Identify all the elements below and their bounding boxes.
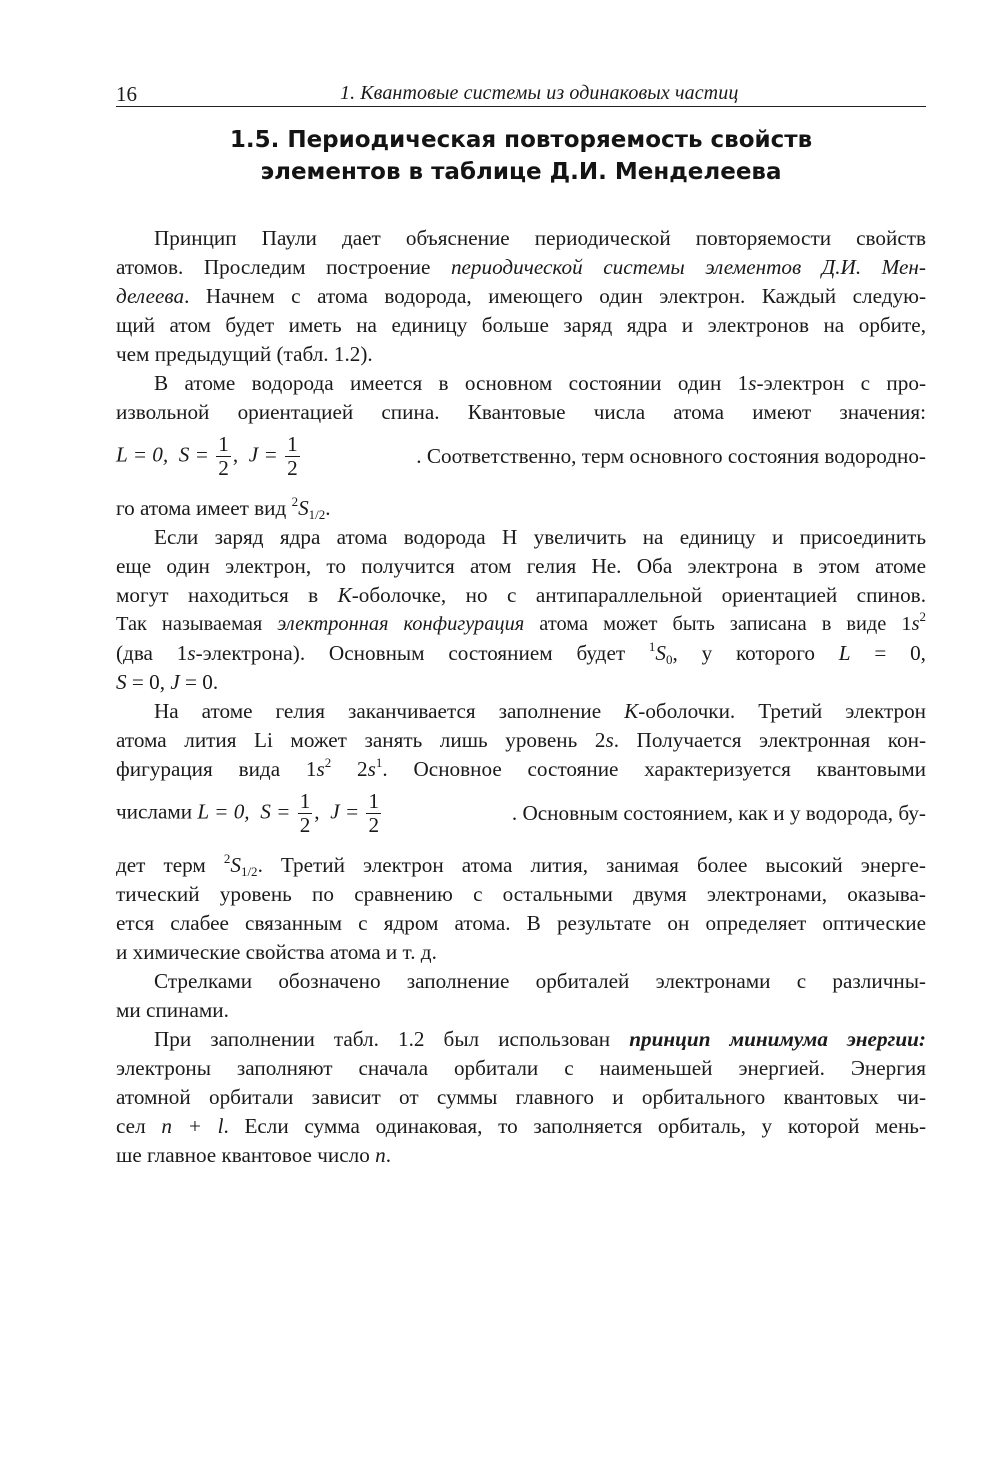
paragraph-4 (116, 697, 926, 967)
p3-line-2: еще один электрон, то получится атом гелия He. Оба электрона в этом атоме (116, 554, 926, 578)
frac-den: 2 (368, 812, 380, 837)
p3-l4-sup: 2 (919, 610, 926, 624)
formula-J: J = (330, 798, 360, 823)
p2-formula: L = 0, S = $\frac{1}{2}$ , J = $\frac{1}{2}$ (116, 431, 298, 480)
p6-line-4 (116, 1112, 926, 1141)
p3-l5-s: s (187, 641, 196, 665)
p6-line-2: электроны заполняют сначала орбитали с наименьшей энергией. Энергия (116, 1056, 926, 1080)
p4-l5-sub: 1/2 (240, 864, 258, 879)
p3-l6-S: S (116, 670, 127, 694)
p3-l4-c: атома может быть записана в виде 1 (524, 613, 912, 635)
p6-l5-a: ше главное квантовое число (116, 1143, 376, 1167)
p3-line-3 (116, 581, 926, 610)
section-title-line-1: 1.5. Периодическая повторяемость свойств (229, 127, 813, 153)
frac-num: 1 (287, 431, 298, 456)
term-sub: 1/2 (308, 507, 326, 522)
frac-num: 1 (218, 431, 229, 456)
p4-l5-b: . Третий электрон атома лития, занимая более высокий энерге- (257, 853, 926, 877)
formula-L: L = 0, (116, 441, 169, 466)
p6-l1-bold-italic: принцип минимума энергии: (629, 1027, 926, 1051)
p6-l5-b: . (385, 1143, 392, 1167)
p4-l3-b: . Основное состояние характеризуется квантовыми (382, 757, 926, 781)
term-S: S (298, 496, 309, 520)
p6-line-5 (116, 1141, 926, 1170)
frac-den: 2 (299, 812, 311, 837)
p3-l6-b: = 0. (179, 670, 219, 694)
p6-line-3: атомной орбитали зависит от суммы главного и орбитального квантовых чи- (116, 1085, 926, 1109)
fraction-one-half (298, 790, 313, 837)
page-number: 16 (116, 82, 137, 106)
p4-line-5 (116, 851, 926, 880)
p4-formula-line (116, 784, 926, 842)
p3-l4-a: Так называемая (116, 613, 278, 635)
p3-l5-a: (два 1 (116, 641, 188, 665)
p1-line-1: Принцип Паули дает объяснение периодической повторяемости свойств (154, 226, 926, 250)
formula-J: J = (248, 441, 278, 466)
p6-l4-b: . Если сумма одинаковая, то заполняется орбиталь, у которой мень- (223, 1114, 926, 1138)
p3-l3-a: могут находиться в (116, 583, 338, 607)
frac-den: 2 (287, 455, 298, 480)
p3-line-4 (116, 610, 926, 639)
p1-l2-text: атомов. Проследим построение (116, 255, 451, 279)
p3-l5-S: S (655, 641, 666, 665)
p5-line-2: ми спинами. (116, 998, 229, 1022)
p2-line-1: В атоме водорода имеется в основном состоянии один 1s-электрон с про- (154, 371, 926, 395)
running-title: 1. Квантовые системы из одинаковых частиц (340, 82, 739, 104)
p4-l3-a: фигурация вида 1 (116, 757, 317, 781)
p1-l2-italic: периодической системы элементов Д.И. Мен- (450, 255, 926, 279)
p2-l4-text: го атома имеет вид (116, 496, 292, 520)
p4-line-2 (116, 726, 926, 755)
p1-l3-text: . Начнем с атома водорода, имеющего один электрон. Каждый следую- (184, 284, 926, 308)
p2-line-2: извольной ориентацией спина. Квантовые числа атома имеют значения: (116, 400, 926, 424)
p3-l5-sub: 0 (666, 652, 673, 667)
fraction-one-half (366, 790, 381, 837)
p4-l2-s: s (605, 728, 614, 752)
p6-line-1 (116, 1025, 926, 1054)
p4-l3-sup2: 1 (375, 755, 383, 770)
p2-l4-end: . (325, 496, 331, 520)
p4-formula: числами L = 0, S = $\frac{1}{2}$ , J = $\frac{1}{2}$ (116, 788, 380, 837)
p4-l3-mid: 2 (331, 757, 368, 781)
p3-l6-a: = 0, (126, 670, 171, 694)
paragraph-2 (116, 369, 926, 523)
p3-l5-sup: 1 (648, 639, 656, 654)
p4-l3-sup1: 2 (324, 755, 332, 770)
p3-l4-s: s (911, 613, 920, 635)
running-header (116, 80, 926, 107)
p3-l5-b: -электрона). Основным состоянием будет (195, 641, 649, 665)
p1-line-3 (116, 282, 926, 311)
p4-line-8: и химические свойства атома и т. д. (116, 940, 437, 964)
p4-line-1 (116, 697, 926, 726)
p4-line-3 (116, 755, 926, 784)
p4-l3-s1: s (316, 757, 325, 781)
formula-S: S = (260, 798, 291, 823)
p4-l2-a: атома лития Li может занять лишь уровень 2 (116, 728, 606, 752)
p3-line-6 (116, 668, 926, 697)
p3-line-1: Если заряд ядра атома водорода H увеличить на единицу и присоединить (154, 525, 926, 549)
p3-l5-L: L (838, 641, 851, 665)
frac-num: 1 (368, 788, 380, 813)
p3-line-5 (116, 639, 926, 668)
p6-l4-math: n + l (161, 1114, 224, 1138)
formula-S: S = (178, 441, 209, 466)
body-text (116, 224, 926, 1170)
fraction-one-half (285, 433, 300, 480)
p4-l1-K: K (624, 699, 639, 723)
p3-l5-c: , у которого (672, 641, 839, 665)
p3-l6-J: J (170, 670, 180, 694)
p2-line-4 (116, 494, 926, 523)
p2-formula-line (116, 427, 926, 485)
p4-l1-a: На атоме гелия заканчивается заполнение (154, 699, 625, 723)
term-sup: 2 (291, 494, 299, 509)
p4-line-6: тический уровень по сравнению с остальными двумя электронами, оказыва- (116, 882, 926, 906)
section-title-line-2: элементов в таблице Д.И. Менделеева (260, 159, 782, 185)
frac-den: 2 (218, 455, 229, 480)
p6-l5-n: n (375, 1143, 386, 1167)
p4-l4-b: . Основным состоянием, как и у водорода, бу- (511, 800, 926, 825)
p4-l3-s2: s (367, 757, 376, 781)
p3-l4-italic: электронная конфигурация (277, 613, 525, 635)
p4-line-7: ется слабее связанным с ядром атома. В результате он определяет оптические (116, 911, 926, 935)
paragraph-5 (116, 967, 926, 1025)
fraction-one-half (216, 433, 231, 480)
paragraph-3 (116, 523, 926, 697)
p4-l5-a: дет терм (116, 853, 224, 877)
p3-l5-d: = 0, (850, 641, 926, 665)
p1-l3-italic: делеева (116, 284, 185, 308)
p3-l3-K: K (337, 583, 352, 607)
paragraph-6 (116, 1025, 926, 1170)
p6-l4-a: сел (116, 1114, 162, 1138)
p4-l1-b: -оболочки. Третий электрон (638, 699, 926, 723)
p1-line-4: щий атом будет иметь на единицу больше заряд ядра и электронов на орбите, (116, 313, 926, 337)
formula-L: L = 0, (197, 798, 250, 823)
p1-line-5: чем предыдущий (табл. 1.2). (116, 342, 373, 366)
frac-num: 1 (299, 788, 311, 813)
p1-line-2 (116, 253, 926, 282)
p4-l5-sup: 2 (223, 851, 231, 866)
p3-l3-b: -оболочке, но с антипараллельной ориентацией спинов. (351, 583, 926, 607)
section-title (116, 124, 926, 188)
p6-l1-a: При заполнении табл. 1.2 был использован (154, 1027, 630, 1051)
p2-l3-text: . Соответственно, терм основного состояния водородно- (416, 443, 926, 468)
p5-line-1: Стрелками обозначено заполнение орбиталей электронами с различны- (154, 969, 926, 993)
p4-l5-S: S (230, 853, 241, 877)
p4-l2-b: . Получается электронная кон- (613, 728, 926, 752)
p4-l4-a: числами (116, 798, 198, 823)
paragraph-1 (116, 224, 926, 369)
